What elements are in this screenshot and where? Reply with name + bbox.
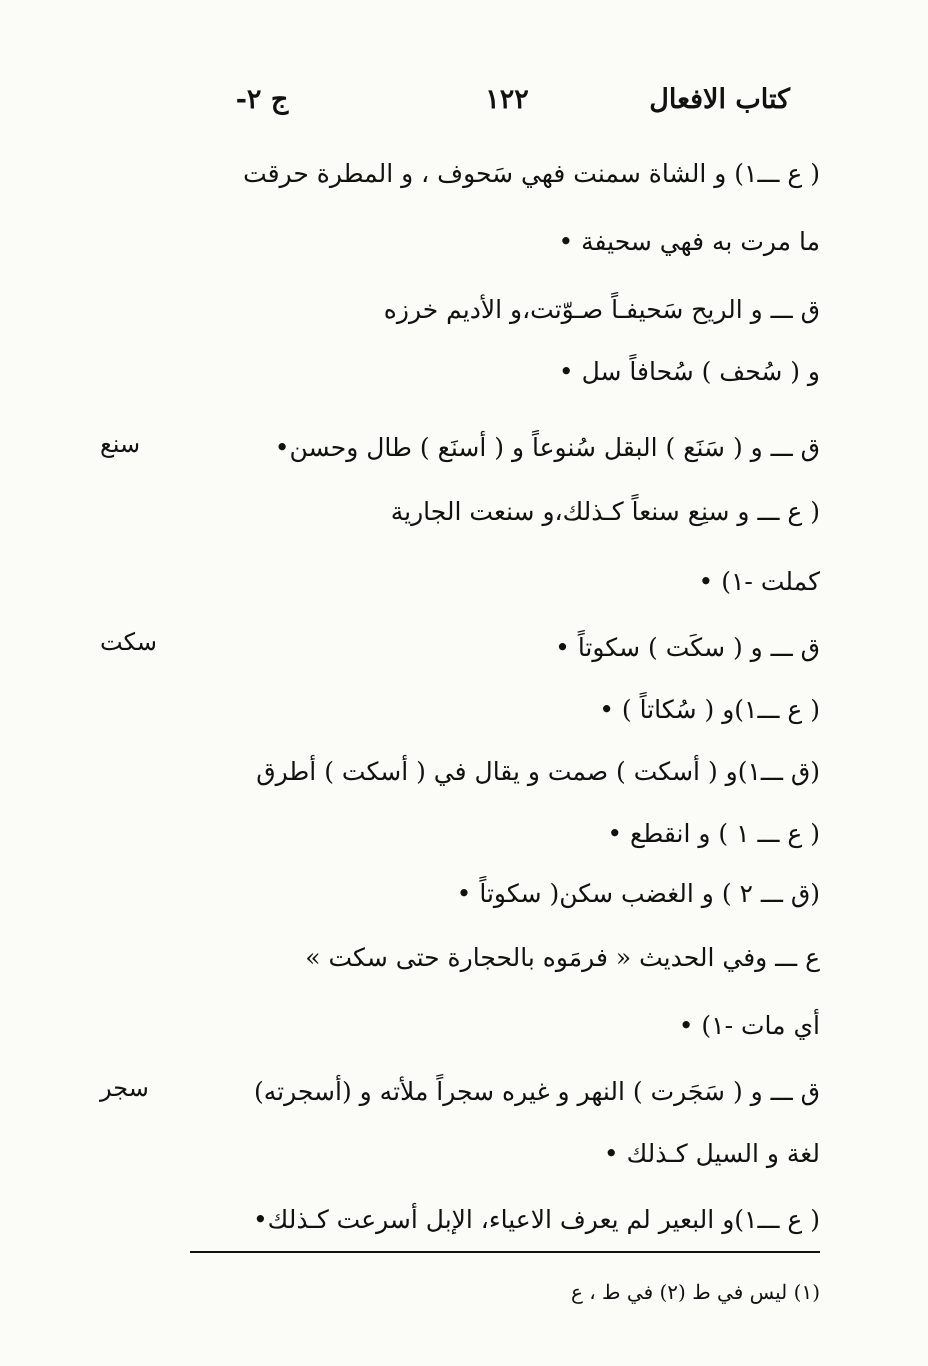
text-line-5: ق ـــ و ( سَنَع ) البقل سُنوعاً و ( أسنَع ) طال وحسن• — [274, 433, 820, 462]
text-line-9: ( ع ـــ١)و ( سُكاتاً ) • — [599, 695, 820, 724]
text-line-17: ( ع ـــ١)و البعير لم يعرف الاعياء، الإبل أسرعت كـذلك• — [252, 1205, 820, 1234]
text-line-4: و ( سُحف ) سُحافاً سل • — [558, 357, 820, 386]
volume-label: ج ٢- — [235, 84, 289, 115]
text-line-7: كملت -١) • — [698, 567, 820, 596]
text-line-11: ( ع ـــ ١ ) و انقطع • — [607, 819, 820, 848]
text-line-14: أي مات -١) • — [678, 1011, 820, 1040]
text-line-13: ع ـــ وفي الحديث « فرمَوه بالحجارة حتى سكت » — [305, 943, 820, 972]
footnote-divider — [190, 1251, 820, 1253]
text-line-3: ق ـــ و الريح سَحيفـاً صـوّتت،و الأديم خرزه — [383, 295, 820, 324]
text-line-2: ما مرت به فهي سحيفة • — [558, 227, 820, 256]
margin-entry-sajara: سجر — [100, 1074, 149, 1102]
text-line-8: ق ـــ و ( سكَت ) سكوتاً • — [555, 633, 820, 662]
text-line-12: (ق ـــ ٢ ) و الغضب سكن( سكوتاً • — [456, 879, 820, 908]
text-line-10: (ق ـــ١)و ( أسكت ) صمت و يقال في ( أسكت ) أطرق — [256, 757, 820, 786]
footnote: (١) ليس في ط (٢) في ط ، ع — [570, 1280, 820, 1304]
text-line-6: ( ع ـــ و سنِع سنعاً كـذلك،و سنعت الجارية — [390, 497, 820, 526]
text-line-15: ق ـــ و ( سَجَرت ) النهر و غيره سجراً ملأته و (أسجرته) — [254, 1077, 820, 1106]
margin-entry-sanaa: سنع — [100, 430, 141, 458]
margin-entry-sakata: سكت — [100, 628, 157, 656]
text-line-1: ( ع ـــ١) و الشاة سمنت فهي سَحوف ، و المطرة حرقت — [243, 159, 820, 188]
book-title: كتاب الافعال — [649, 84, 790, 115]
text-line-16: لغة و السيل كـذلك • — [603, 1139, 820, 1168]
page-number: ١٢٢ — [485, 84, 529, 115]
